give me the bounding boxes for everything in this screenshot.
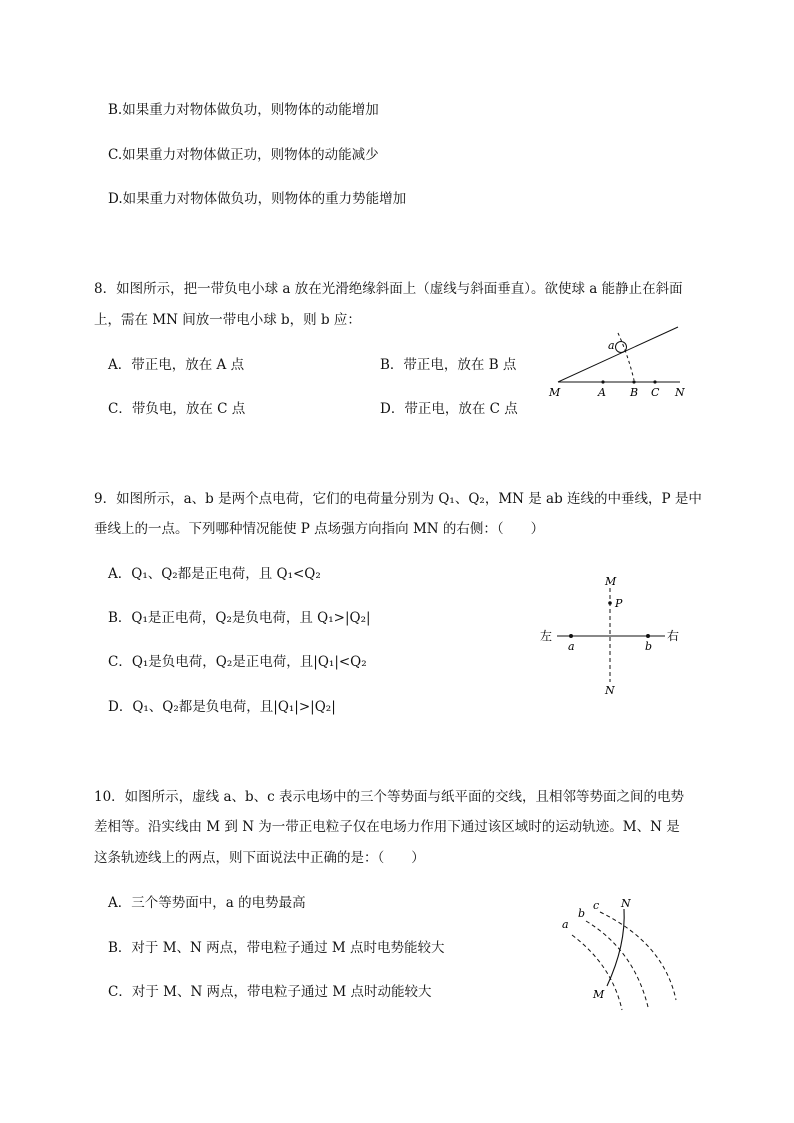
q9-option-c: C．Q₁是负电荷，Q₂是正电荷，且|Q₁|<Q₂ [108, 654, 367, 670]
q10-label-a: a [562, 918, 569, 931]
q7-option-d: D.如果重力对物体做负功，则物体的重力势能增加 [108, 191, 407, 207]
q8-option-d: D．带正电，放在 C 点 [380, 401, 518, 417]
q8-option-b: B．带正电，放在 B 点 [380, 357, 517, 373]
q8-incline-figure [540, 325, 690, 400]
q9-charge-b [646, 634, 650, 638]
q9-stem-line1: 9．如图所示，a、b 是两个点电荷，它们的电荷量分别为 Q₁、Q₂，MN 是 ab 连线的中垂线，P 是中 [94, 491, 702, 507]
q9-charge-a [569, 634, 573, 638]
q8-incline-line [558, 327, 678, 382]
q10-equipotential-c [600, 912, 676, 1000]
q8-label-pa: A [598, 386, 606, 399]
q8-stem-line2: 上，需在 MN 间放一带电小球 b，则 b 应： [94, 312, 361, 328]
q9-option-a: A．Q₁、Q₂都是正电荷，且 Q₁<Q₂ [108, 566, 321, 582]
q10-label-c: c [593, 899, 600, 912]
q10-option-c: C．对于 M、N 两点，带电粒子通过 M 点时动能较大 [108, 984, 432, 1000]
q8-label-m: M [549, 386, 561, 399]
q10-stem-line2: 差相等。沿实线由 M 到 N 为一带正电粒子仅在电场力作用下通过该区域时的运动轨迹。M、N 是 [94, 819, 680, 835]
q9-label-p: P [615, 597, 623, 610]
q7-option-b: B.如果重力对物体做负功，则物体的动能增加 [108, 102, 379, 118]
q10-stem-line1: 10．如图所示，虚线 a、b、c 表示电场中的三个等势面与纸平面的交线，且相邻等势面之间的电势 [94, 789, 685, 805]
q9-label-n: N [605, 684, 615, 697]
q8-label-a: a [608, 339, 615, 352]
q9-option-b: B．Q₁是正电荷，Q₂是负电荷，且 Q₁>|Q₂| [108, 610, 371, 626]
q9-label-left: 左 [540, 629, 553, 643]
q7-option-c: C.如果重力对物体做正功，则物体的动能减少 [108, 147, 379, 163]
q8-label-pb: B [630, 386, 639, 399]
q9-stem-line2: 垂线上的一点。下列哪种情况能使 P 点场强方向指向 MN 的右侧：（ ） [94, 521, 545, 537]
q8-option-a: A．带正电，放在 A 点 [108, 357, 245, 373]
q8-ball-a [616, 342, 627, 353]
q8-option-c: C．带负电，放在 C 点 [108, 401, 246, 417]
q8-label-pc: C [651, 386, 660, 399]
q8-label-n: N [675, 386, 685, 399]
q9-label-b: b [645, 640, 653, 653]
q9-label-right: 右 [667, 629, 680, 643]
q8-stem-line1: 8．如图所示，把一带负电小球 a 放在光滑绝缘斜面上（虚线与斜面垂直）。欲使球 a 能静止在斜面 [94, 281, 683, 297]
q8-dashed-perpendicular [618, 333, 634, 380]
q10-label-m: M [593, 988, 605, 1001]
q10-option-a: A．三个等势面中，a 的电势最高 [108, 895, 306, 911]
q9-point-p [608, 601, 612, 605]
q10-label-b: b [578, 907, 586, 920]
q9-charges-figure [535, 570, 685, 700]
q10-label-n: N [621, 897, 631, 910]
q8-point-a [601, 380, 604, 383]
q8-point-b [632, 380, 635, 383]
q10-option-b: B．对于 M、N 两点，带电粒子通过 M 点时电势能较大 [108, 940, 445, 956]
q10-stem-line3: 这条轨迹线上的两点，则下面说法中正确的是：（ ） [94, 850, 425, 866]
q9-label-a: a [568, 640, 575, 653]
q10-equipotential-figure [550, 895, 690, 1015]
q9-label-m: M [605, 575, 617, 588]
q9-option-d: D．Q₁、Q₂都是负电荷，且|Q₁|>|Q₂| [108, 699, 336, 715]
q8-point-c [653, 380, 656, 383]
